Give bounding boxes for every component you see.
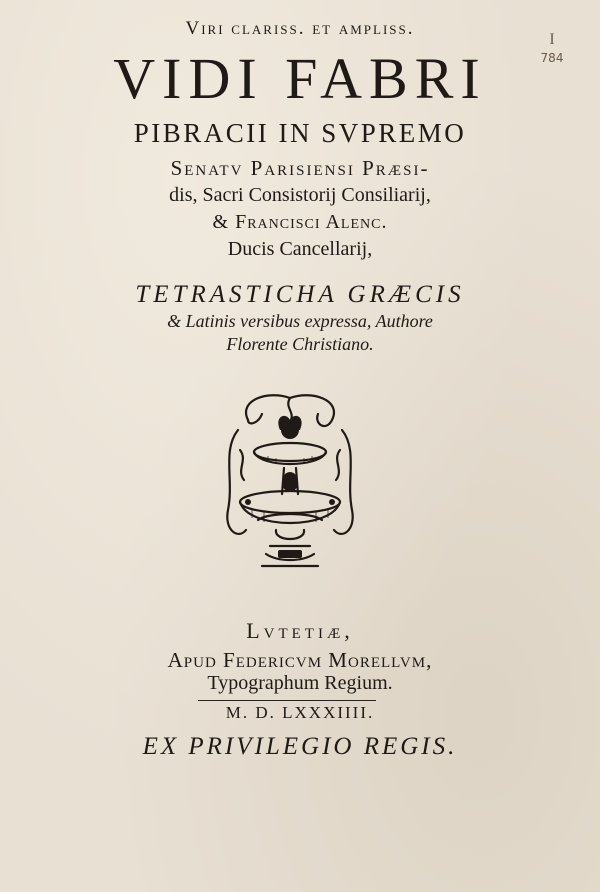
tetrasticha-line-2: & Latinis versibus expressa, Authore [167, 311, 433, 331]
imprint-role: Typographum Regium. [207, 672, 393, 694]
subtitle-line-1: PIBRACII IN SVPREMO [133, 118, 467, 148]
divider-rule [198, 700, 376, 701]
subtitle-line-3: dis, Sacri Consistorij Consiliarij, [169, 184, 431, 206]
privilege-line: EX PRIVILEGIO REGIS. [142, 733, 458, 760]
page-title: VIDI FABRI [113, 46, 487, 111]
subtitle-line-5: Ducis Cancellarij, [227, 238, 373, 260]
subtitle-line-4: & Francisci Alenc. [212, 211, 388, 233]
fountain-printers-device-icon [218, 390, 362, 580]
header-dedication: Viri clariss. et ampliss. [185, 18, 415, 39]
imprint-place: Lvtetiæ, [246, 618, 354, 643]
subtitle-line-2: Senatv Parisiensi Præsi- [170, 156, 430, 180]
imprint-printer: Apud Federicvm Morellvm, [167, 648, 433, 672]
shelfmark-roman: I [549, 31, 555, 48]
tetrasticha-title: TETRASTICHA GRÆCIS [135, 281, 465, 308]
tetrasticha-author: Florente Christiano. [226, 334, 374, 354]
shelfmark-number: 784 [540, 50, 564, 65]
imprint-date: M. D. LXXXIIII. [225, 703, 375, 722]
